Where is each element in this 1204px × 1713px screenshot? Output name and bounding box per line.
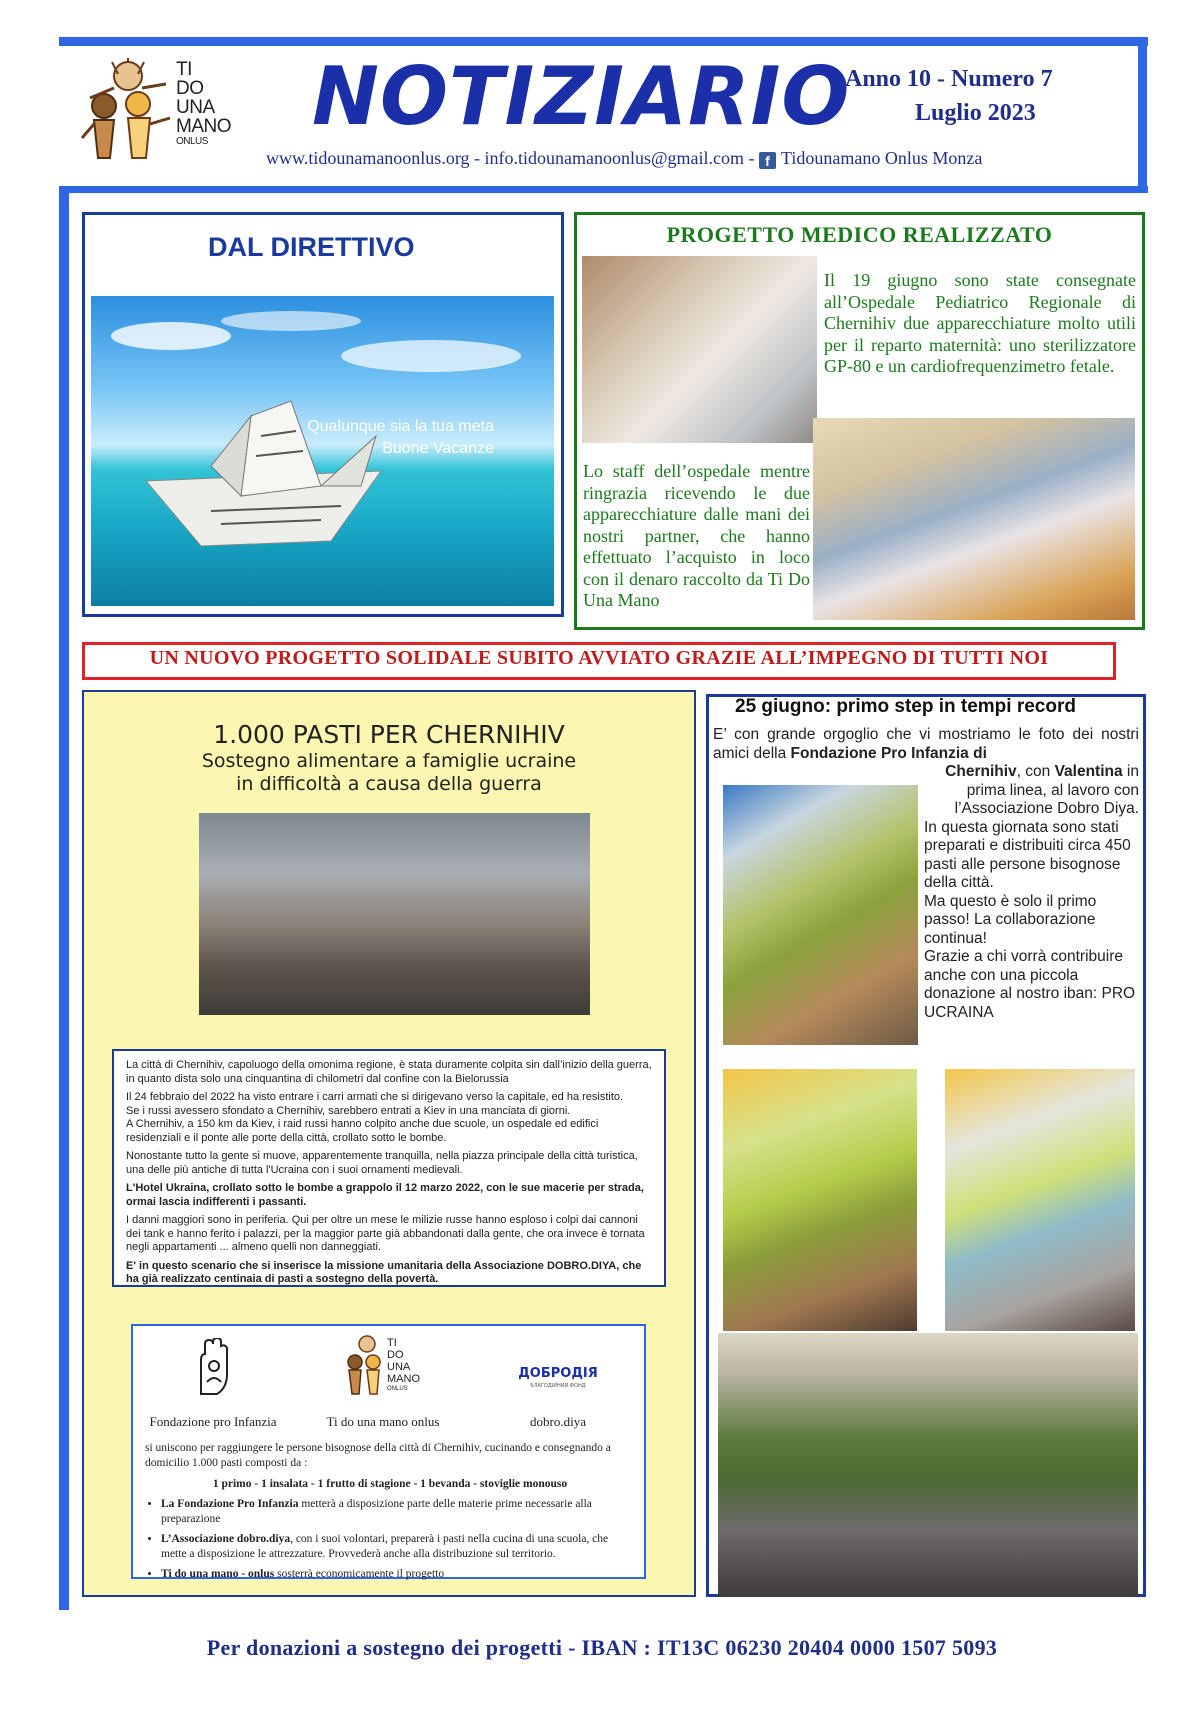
step-prima-linea: in prima linea, al lavoro con l’Associazione Dobro Diya. [954,763,1139,817]
solidarity-banner-text: UN NUOVO PROGETTO SOLIDALE SUBITO AVVIATO GRAZIE ALL’IMPEGNO DI TUTTI NOI [149,647,1049,669]
logo-line-1: TI [176,59,192,80]
children-small-logo-icon [343,1334,423,1400]
facebook-page-link[interactable]: Tidounamano Onlus Monza [781,148,983,168]
meal-composition: 1 primo - 1 insalata - 1 frutto di stagione - 1 bevanda - stoviglie monouso [212,1478,568,1490]
dobro-logo-text: ДОБРОДІЯ [518,1366,598,1381]
logo-line-2: DO [176,78,204,99]
fondazione-logo-wrap [133,1334,293,1406]
step-intro-text: E’ con grande orgoglio che vi mostriamo le foto dei nostri amici della [713,726,1139,762]
caption-line-1: Qualunque sia la tua meta [307,418,494,435]
role-item-fondazione [161,1497,635,1527]
article-paragraph-2b: Se i russi avessero sfondato a Chernihiv, sarebbero entrati a Kiev in una manciata di giorni. [126,1104,571,1117]
dobro-logo-subtext: БЛАГОДІЙНИЙ ФОНД [530,1383,586,1389]
issue-date: Luglio 2023 [915,100,1036,126]
website-email-links[interactable]: www.tidounamanoonlus.org - info.tidounamanoonlus@gmail.com - [266,148,755,168]
first-step-title: 25 giugno: primo step in tempi record [735,696,1076,717]
header-right-border [1138,37,1147,192]
step-con: , con [1016,763,1055,780]
partner-dobrodiya [478,1334,638,1429]
volunteers-cooking-photo [723,785,918,1045]
partner-name-fondazione: Fondazione pro Infanzia [149,1414,277,1429]
progetto-medico-title: PROGETTO MEDICO REALIZZATO [666,222,1053,247]
volunteers-tent-photo-1 [723,1069,917,1331]
step-donation-appeal: Grazie a chi vorrà contribuire anche con una piccola donazione al nostro iban: PRO UCRAINA [924,948,1136,1021]
destroyed-hotel-photo [199,813,590,1015]
role-tidounamano-text: sosterrà economicamente il progetto [274,1568,445,1580]
svg-text:DO: DO [387,1349,404,1361]
volunteers-tent-photo-2 [945,1069,1135,1331]
svg-text:MANO: MANO [387,1373,420,1385]
hand-icon [193,1338,233,1396]
role-item-dobrodiya [161,1532,635,1562]
children-logo-icon [80,58,176,168]
sterilizer-photo [582,256,817,443]
hospital-staff-photo [813,418,1135,620]
pasti-subtitle-line-1: Sostegno alimentare a famiglie ucraine [201,750,577,772]
donation-footer: Per donazioni a sostegno dei progetti - IBAN : IT13C 06230 20404 0000 1507 5093 [206,1635,998,1660]
logo-line-4: MANO [176,116,231,137]
article-paragraph-1: La città di Chernihiv, capoluogo della omonima regione, è stata duramente colpita sin dall’inizio della guerra, in quanto dista solo una cinquantina di chilometri dal confine con la Bielorussia [126,1059,652,1085]
article-paragraph-6: E' in questo scenario che si inserisce la missione umanitaria della Associazione DOBRO.DIYA, che ha già realizzato centinaia di pasti a sostegno della povertà. [126,1259,642,1285]
direttivo-title: DAL DIRETTIVO [208,232,415,262]
role-dobrodiya-text: , con i suoi volontari, preparerà i pasti nella cucina di una scuola, che mette a disposizione le attrezzature. Provvederà anche alla distribuzione sul territorio. [161,1533,609,1560]
contact-line [266,148,982,169]
header-top-border [59,37,1148,46]
step-valentina: Valentina [1054,763,1123,780]
role-tidounamano-name: Ti do una mano - onlus [161,1568,275,1580]
role-fondazione-name: La Fondazione Pro Infanzia [161,1498,299,1510]
logo-onlus: ONLUS [176,136,208,147]
logo-wordmark [176,60,231,148]
page-left-border [59,193,69,1610]
svg-text:UNA: UNA [387,1361,411,1373]
step-450-pasti: In questa giornata sono stati preparati e distribuiti circa 450 pasti alle persone bisognose della città. [924,818,1131,891]
paper-boat-sea-image [91,296,554,606]
caption-line-2: Buone Vacanze [382,440,494,457]
newsletter-title: NOTIZIARIO [312,50,851,143]
progetto-medico-text: Il 19 giugno sono state consegnate all’Ospedale Pediatrico Regionale di Chernihiv due apparecchiature molto utili per il reparto maternità: uno sterilizzatore GP-80 e un cardiofrequenzimetro fetale. [824,270,1136,376]
partner-name-dobrodiya: dobro.diya [530,1414,586,1429]
step-intro-fondazione: Fondazione Pro Infanzia di [790,744,987,762]
tidounamano-logo [80,58,260,173]
tidounamano-small-logo-wrap [303,1334,463,1406]
pasti-subtitle-line-2: in difficoltà a causa della guerra [236,773,542,795]
chernihiv-article [112,1049,666,1287]
facebook-icon[interactable]: f [759,152,776,169]
role-dobrodiya-name: L’Associazione dobro.diya [161,1533,291,1545]
article-paragraph-3: Nonostante tutto la gente si muove, apparentemente tranquilla, nella piazza principale della città turistica, una delle più antiche di tutta l'Ucraina con i suoi ornamenti medievali. [126,1150,638,1176]
partners-description [145,1441,635,1587]
partner-logos [133,1334,644,1434]
partner-fondazione [133,1334,293,1429]
partners-box [131,1324,646,1579]
boat-caption [307,416,494,460]
step-chernihiv: Chernihiv [945,763,1017,780]
dobro-logo-wrap [478,1334,638,1406]
first-step-body [924,763,1139,1022]
article-paragraph-2c: A Chernihiv, a 150 km da Kiev, i raid russi hanno colpito anche due scuole, un ospedale ed edifici residenziali e il ponte alle porte della città, crollato sotto le bombe. [126,1118,599,1144]
pasti-subtitle [82,750,696,796]
hospital-staff-caption: Lo staff dell’ospedale mentre ringrazia ricevendo le due apparecchiature dalle mani dei nostri partner, che hanno effettuato l’acquisto in loco con il denaro raccolto da Ti Do Una Mano [583,461,810,610]
role-fondazione-text: metterà a disposizione parte delle materie prime necessarie alla preparazione [161,1498,592,1525]
logo-line-3: UNA [176,97,215,118]
article-paragraph-4: L'Hotel Ukraina, crollato sotto le bombe a grappolo il 12 marzo 2022, con le sue macerie per strada, ormai lascia indifferenti i passanti. [126,1182,644,1208]
article-paragraph-5: I danni maggiori sono in periferia. Qui per oltre un mese le milizie russe hanno esploso i colpi dai cannoni dei tank e hanno ferito i palazzi, per la maggior parte già abbandonati dalla gente, che ora invece è tornata negli appartamenti ... almeno quelli non danneggiati. [126,1214,645,1253]
issue-info [845,62,1135,130]
step-primo-passo: Ma questo è solo il primo passo! La collaborazione continua! [924,892,1097,947]
partners-intro: si uniscono per raggiungere le persone bisognose della città di Chernihiv, cucinando e consegnando a domicilio 1.000 pasti composti da : [145,1442,611,1469]
crowd-distribution-photo [718,1333,1138,1597]
role-item-tidounamano [161,1567,635,1582]
pasti-title: 1.000 PASTI PER CHERNIHIV [213,720,565,749]
article-paragraph-2a: Il 24 febbraio del 2022 ha visto entrare i carri armati che si dirigevano verso la capitale, ed ha resistito. [126,1091,624,1103]
svg-text:TI: TI [387,1337,397,1349]
header-bottom-border [59,186,1148,193]
partner-tidounamano [303,1334,463,1429]
svg-text:ONLUS: ONLUS [387,1386,408,1392]
first-step-intro [713,726,1139,763]
issue-number: Anno 10 - Numero 7 [845,66,1053,92]
partner-name-tidounamano: Ti do una mano onlus [326,1414,440,1429]
partners-roles-list [145,1497,635,1582]
